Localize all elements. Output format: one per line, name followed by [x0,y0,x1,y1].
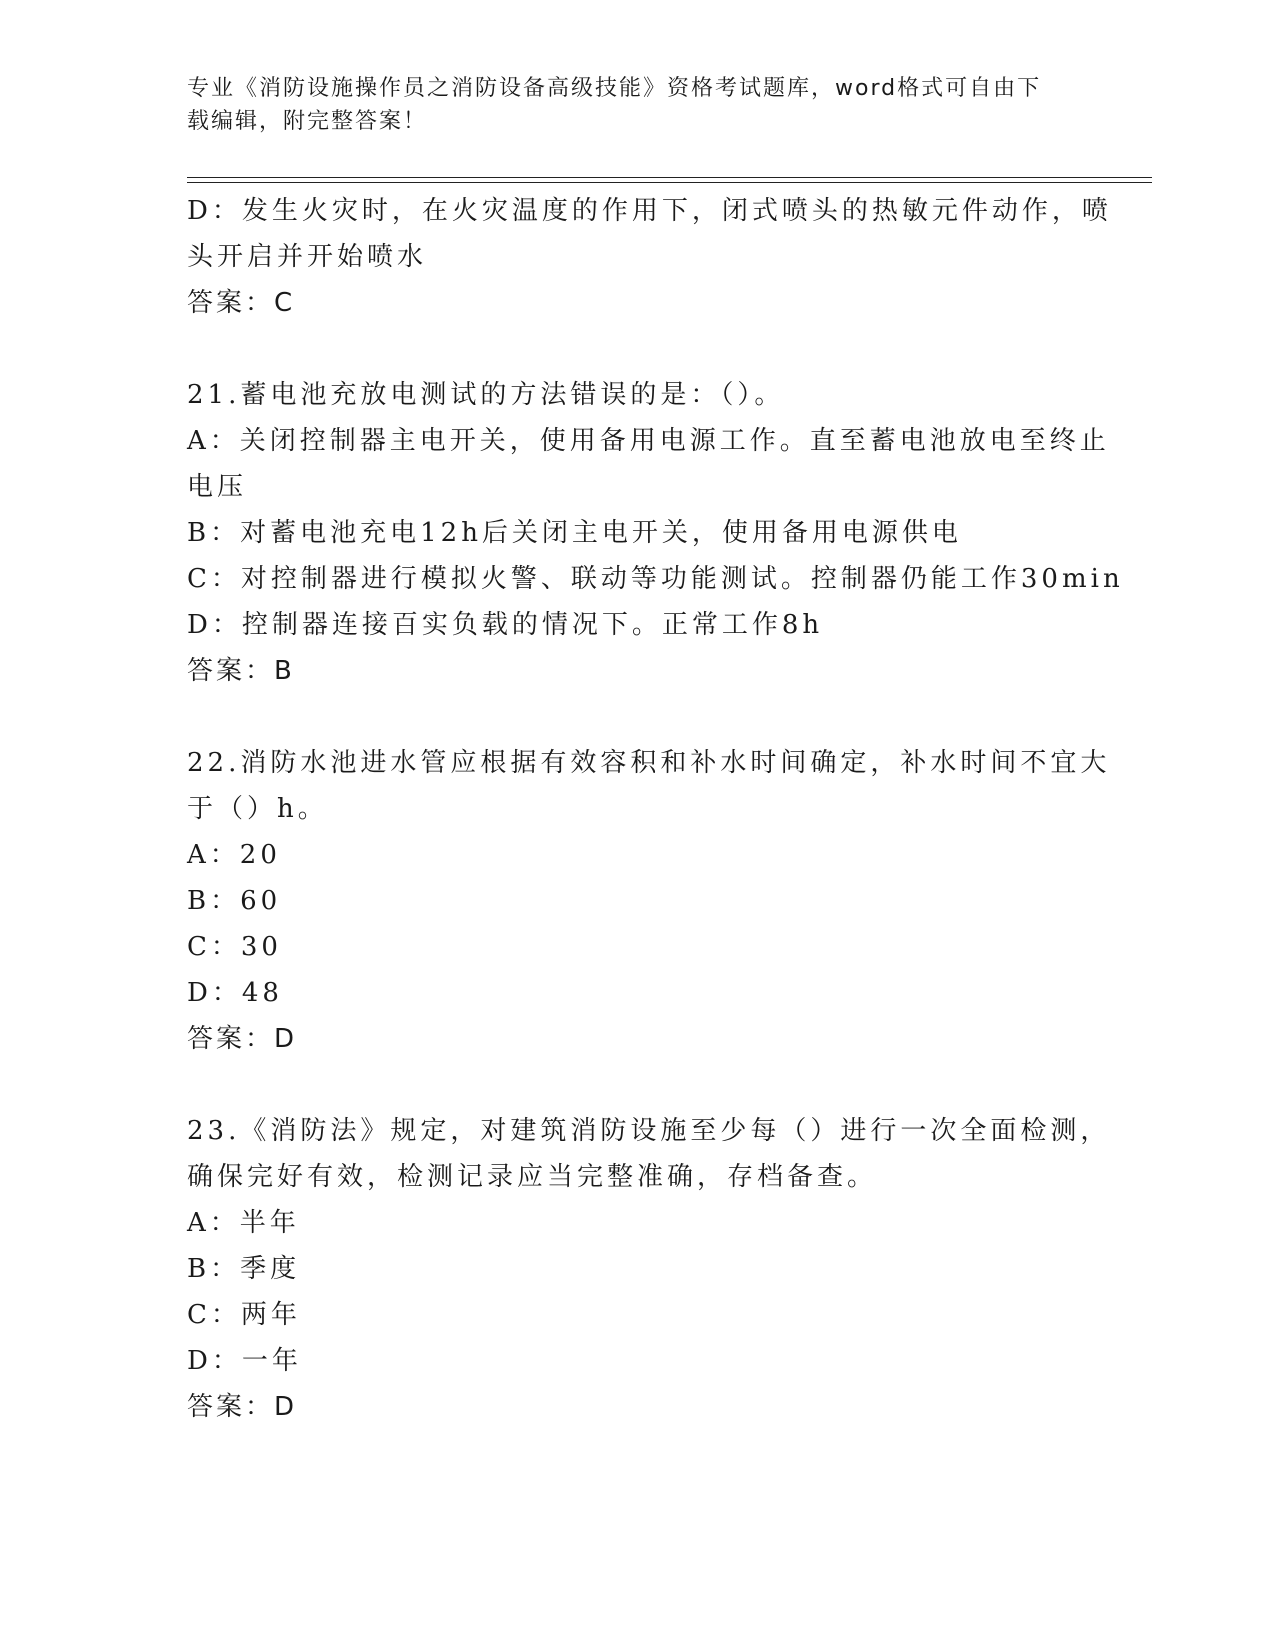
question-stem-line-1: 23.《消防法》规定，对建筑消防设施至少每（）进行一次全面检测， [187,1116,1111,1146]
question-stem-line-1: 22.消防水池进水管应根据有效容积和补水时间确定，补水时间不宜大 [187,748,1111,778]
answer-line: 答案：B [187,656,295,686]
document-header [187,72,1067,138]
option-d: D：一年 [187,1346,302,1376]
spacer [187,326,1077,372]
answer-line: 答案：C [187,288,296,318]
option-d: D：控制器连接百实负载的情况下。正常工作8h [187,610,824,640]
option-d-line-1: D：发生火灾时，在火灾温度的作用下，闭式喷头的热敏元件动作，喷 [187,196,1112,226]
option-b: B：季度 [187,1254,301,1284]
header-line-2: 载编辑，附完整答案！ [187,109,428,134]
spacer [187,694,1077,740]
option-c: C：30 [187,932,282,962]
option-b: B：对蓄电池充电12h后关闭主电开关，使用备用电源供电 [187,518,962,548]
answer-line: 答案：D [187,1392,298,1422]
question-stem: 21.蓄电池充放电测试的方法错误的是：（）。 [187,380,785,410]
header-divider-bottom [187,182,1152,183]
header-line-1: 专业《消防设施操作员之消防设备高级技能》资格考试题库，word格式可自由下 [187,76,1042,101]
option-c: C：两年 [187,1300,301,1330]
option-d-line-2: 头开启并开始喷水 [187,242,428,272]
question-21 [187,372,1124,694]
answer-line: 答案：D [187,1024,298,1054]
question-23 [187,1108,1111,1430]
question-content [187,188,1124,1430]
option-a: A：20 [187,840,281,870]
question-stem-line-2: 确保完好有效，检测记录应当完整准确，存档备查。 [187,1162,878,1192]
spacer [187,1062,1077,1108]
option-a-line-1: A：关闭控制器主电开关，使用备用电源工作。直至蓄电池放电至终止 [187,426,1110,456]
continued-question [187,188,1112,326]
option-d: D：48 [187,978,283,1008]
option-c: C：对控制器进行模拟火警、联动等功能测试。控制器仍能工作30min [187,564,1124,594]
question-stem-line-2: 于（）h。 [187,794,328,824]
option-a: A：半年 [187,1208,300,1238]
question-22 [187,740,1111,1062]
option-b: B：60 [187,886,282,916]
header-divider-top [187,177,1152,178]
option-a-line-2: 电压 [187,472,248,502]
